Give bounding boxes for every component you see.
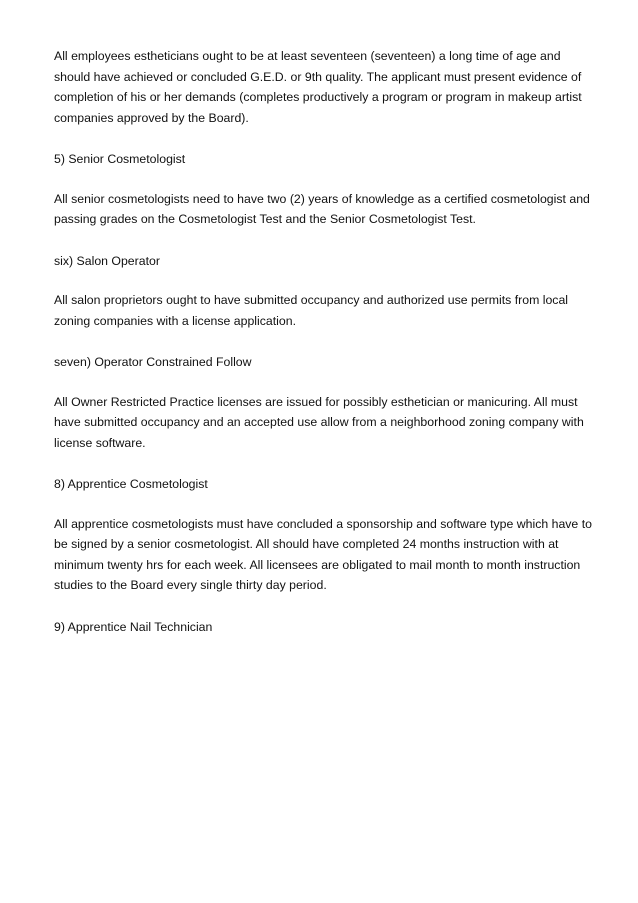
paragraph-apprentice-cosmetologist: All apprentice cosmetologists must have concluded a sponsorship and software type which have to be signed by a senior cosmetologist. All should have completed 24 months instruction with at minimum twenty hrs for each week. All licensees are obligated to mail month to month instruction studies to the Board every single thirty day period. [54,516,592,592]
paragraph-senior-cosmetologist: All senior cosmetologists need to have two (2) years of knowledge as a certified cosmetologist and passing grades on the Cosmetologist Test and the Senior Cosmetologist Test. [54,191,590,226]
heading-salon-operator: six) Salon Operator [54,253,160,268]
paragraph-salon-operator: All salon proprietors ought to have submitted occupancy and authorized use permits from local zoning companies with a license application. [54,293,569,328]
heading-apprentice-cosmetologist: 8) Apprentice Cosmetologist [54,477,208,491]
heading-apprentice-nail-technician: 9) Apprentice Nail Technician [54,619,213,634]
document-body [54,46,598,637]
paragraph-esthetician-requirements: All employees estheticians ought to be at least seventeen (seventeen) a long time of age and should have achieved or concluded G.E.D. or 9th quality. The applicant must present evidence of completion of his or her demands (completes productively a program or program in makeup artist companies approved by the Board). [54,49,582,125]
paragraph-operator-constrained: All Owner Restricted Practice licenses are issued for possibly esthetician or manicuring. All must have submitted occupancy and an accepted use allow from a neighborhood zoning company with license software. [54,394,584,450]
heading-operator-constrained: seven) Operator Constrained Follow [54,355,252,369]
heading-senior-cosmetologist: 5) Senior Cosmetologist [54,152,186,166]
